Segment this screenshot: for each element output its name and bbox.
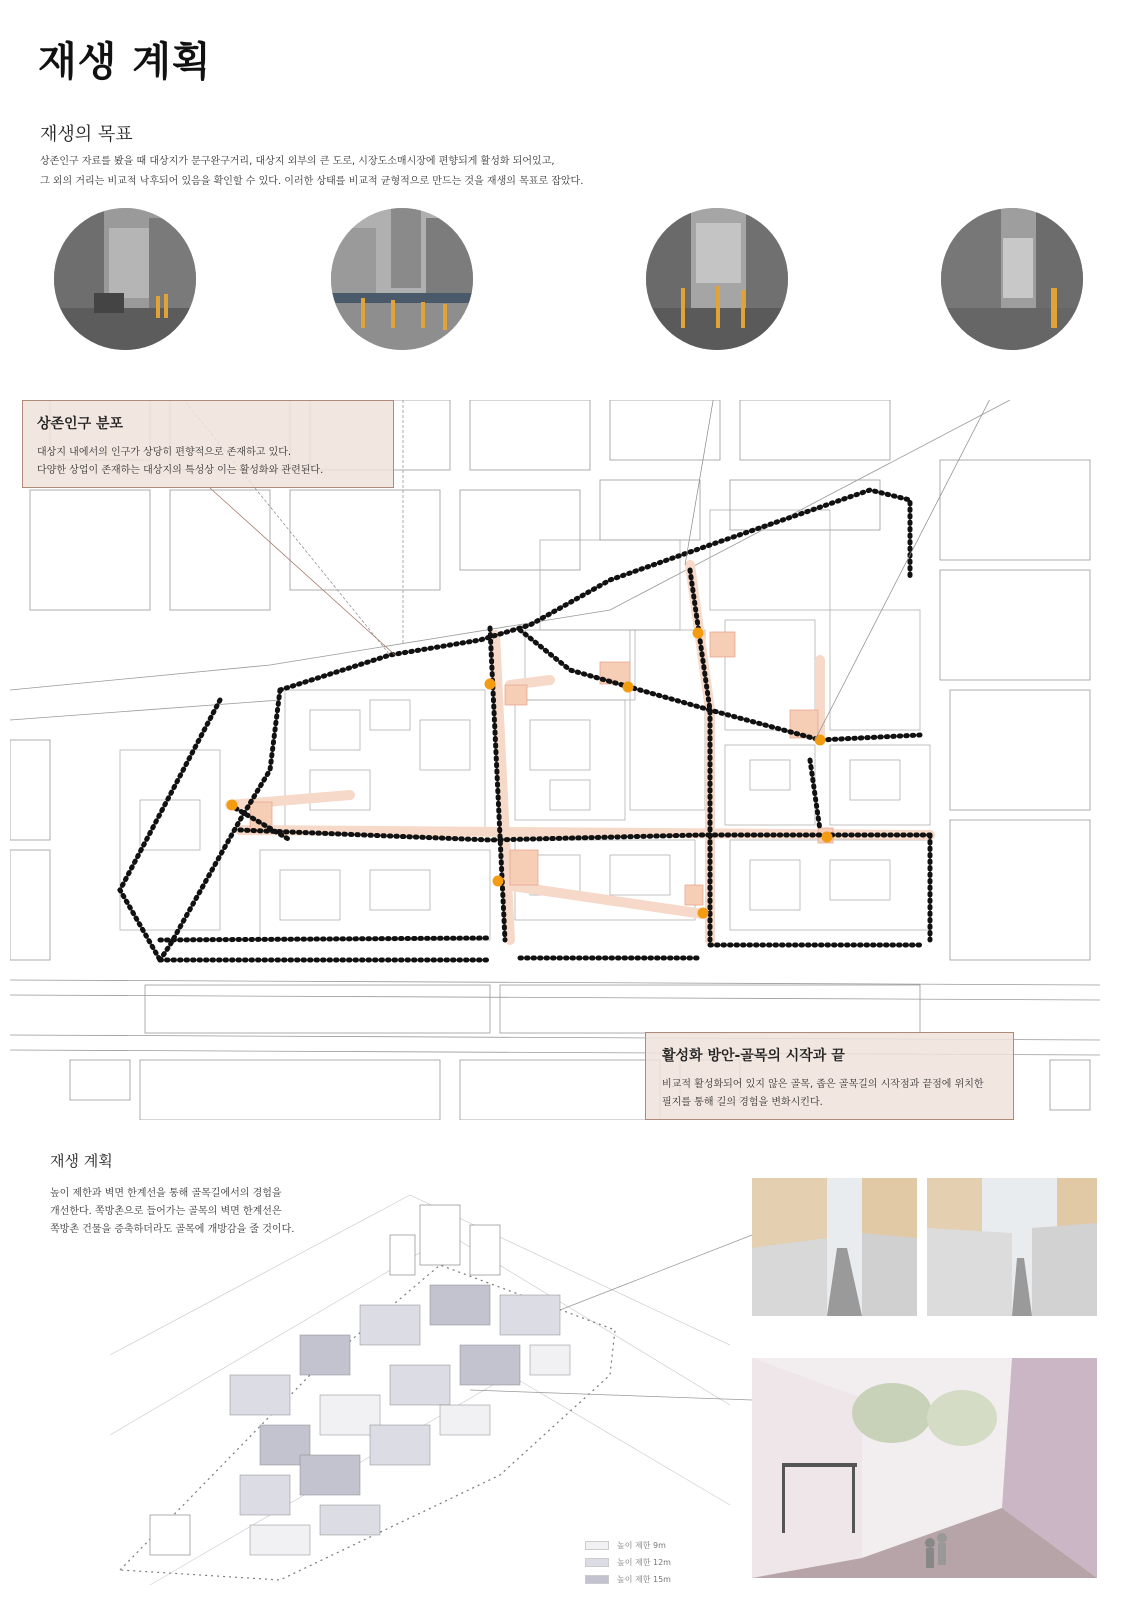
legend-label: 높이 제한 15m: [617, 1575, 671, 1584]
plan-text-line-1: 높이 제한과 벽면 한계선을 통해 골목길에서의 경험을: [50, 1188, 282, 1199]
population-callout-line-2: 다양한 상업이 존재하는 대상지의 특성상 이는 활성화와 관련된다.: [37, 465, 324, 476]
goal-text-line-1: 상존인구 자료를 봤을 때 대상지가 문구완구거리, 대상지 외부의 큰 도로, 시장도소매시장에 편향되게 활성화 되어있고,: [40, 156, 555, 167]
activation-callout-line-1: 비교적 활성화되어 있지 않은 골목, 좁은 골목길의 시작점과 끝점에 위치한: [662, 1079, 984, 1090]
alley-render-before: [752, 1178, 917, 1316]
legend-label: 높이 제한 12m: [617, 1558, 671, 1567]
population-callout-title: 상존인구 분포: [37, 416, 124, 432]
plan-text-line-3: 쪽방촌 건물을 증축하더라도 골목에 개방감을 줄 것이다.: [50, 1224, 295, 1235]
legend-label: 높이 제한 9m: [617, 1541, 666, 1550]
alley-render-after: [927, 1178, 1097, 1316]
activation-callout-title: 활성화 방안-골목의 시작과 끝: [662, 1048, 845, 1064]
street-perspective-render: [752, 1358, 1097, 1578]
goal-heading: 재생의 목표: [40, 124, 133, 145]
page-title: 재생 계획: [38, 39, 212, 85]
plan-text-line-2: 개선한다. 쪽방촌으로 들어가는 골목의 벽면 한계선은: [50, 1206, 282, 1217]
plan-heading: 재생 계획: [50, 1152, 113, 1170]
activation-callout-line-2: 필지를 통해 길의 경험을 변화시킨다.: [662, 1097, 823, 1108]
goal-text-line-2: 그 외의 거리는 비교적 낙후되어 있음을 확인할 수 있다. 이러한 상태를 비교적 균형적으로 만드는 것을 재생의 목표로 잡았다.: [40, 176, 584, 187]
population-callout-line-1: 대상지 내에서의 인구가 상당히 편향적으로 존재하고 있다.: [37, 447, 292, 458]
